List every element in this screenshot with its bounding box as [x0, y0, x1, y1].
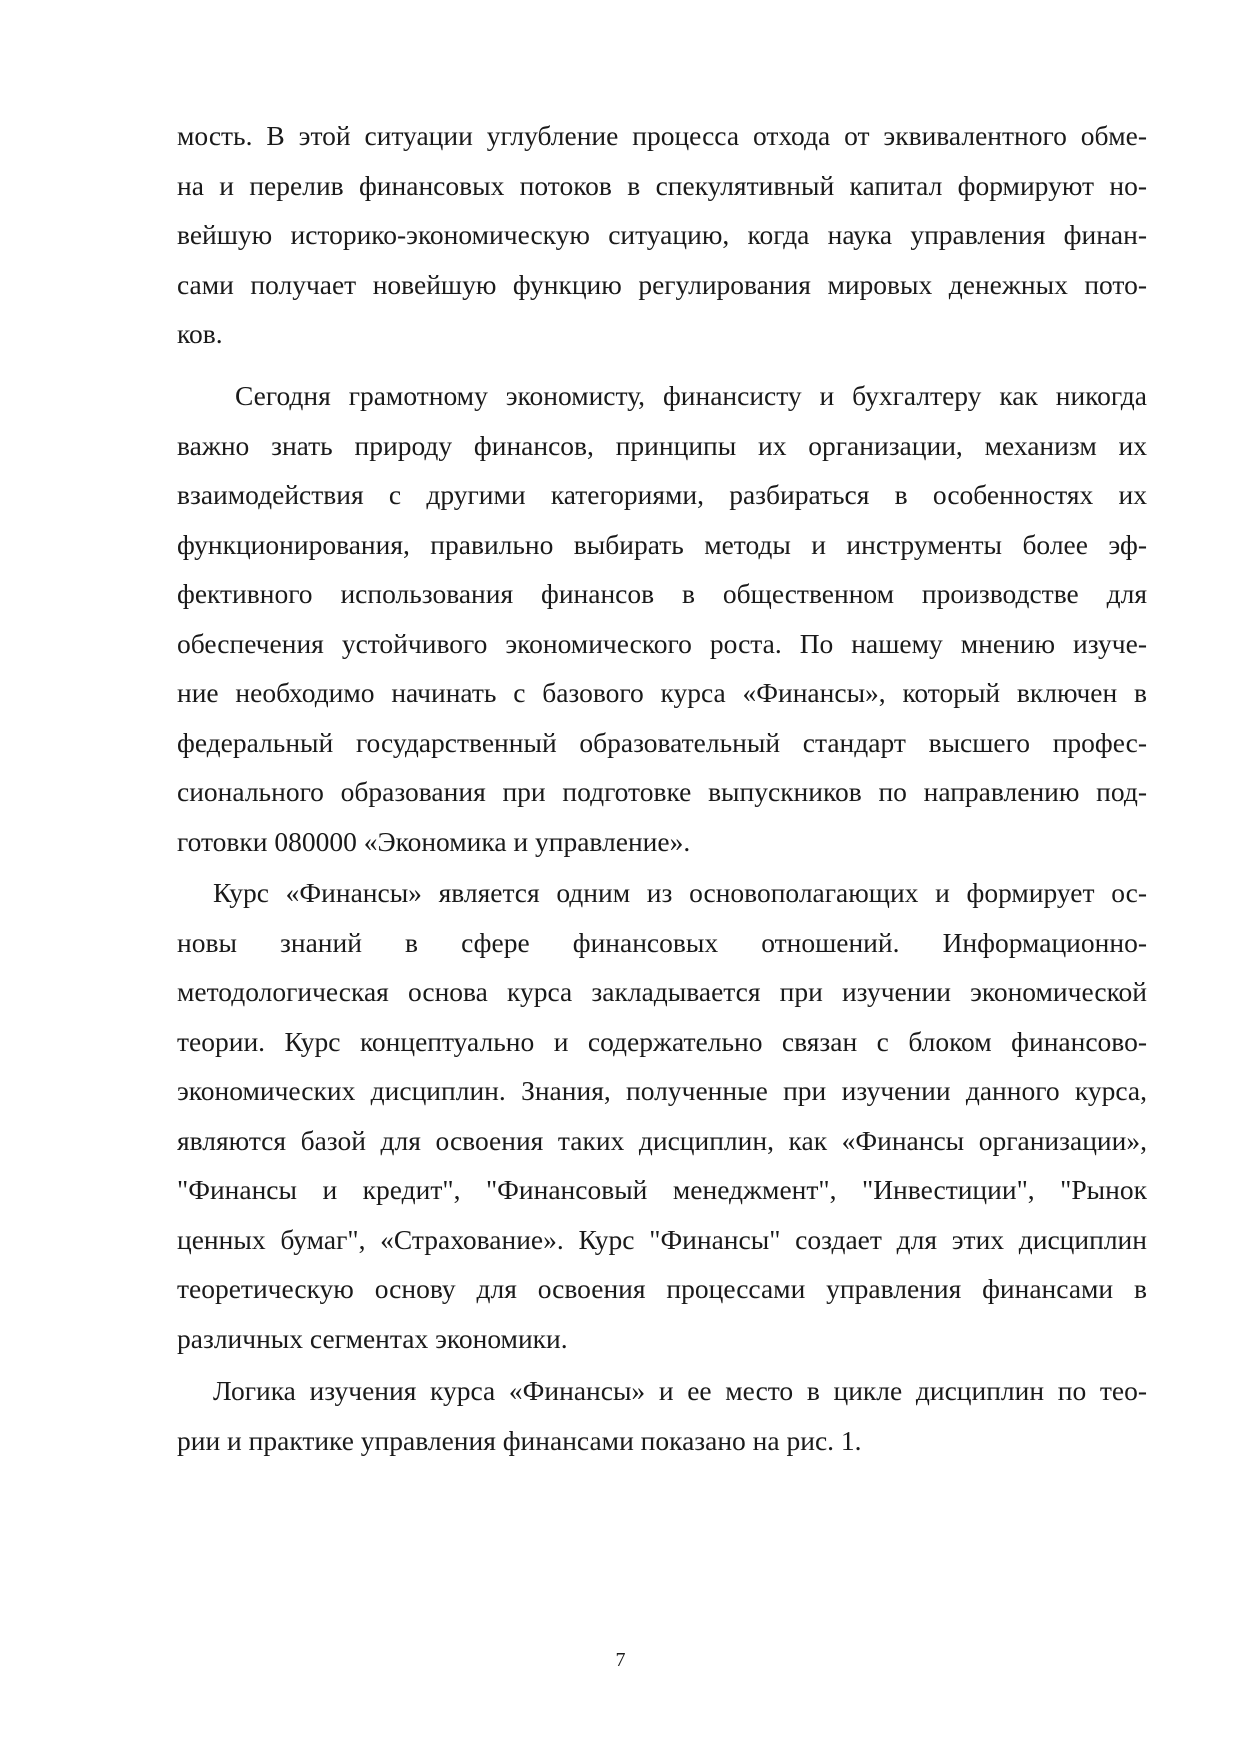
text-line: ков. [177, 318, 223, 349]
text-line: являются базой для освоения таких дисциплин, как «Финансы организации», [177, 1124, 1147, 1156]
paragraph-1 [177, 111, 1147, 359]
text-line: на и перелив финансовых потоков в спекулятивный капитал формируют но- [177, 169, 1147, 201]
text-line: теоретическую основу для освоения процессами управления финансами в [177, 1273, 1147, 1304]
text-line: экономических дисциплин. Знания, полученные при изучении данного курса, [177, 1075, 1147, 1106]
text-line: функционирования, правильно выбирать методы и инструменты более эф- [177, 528, 1147, 560]
text-line: различных сегментах экономики. [177, 1322, 568, 1354]
text-line: ценных бумаг", «Страхование». Курс "Финансы" создает для этих дисциплин [177, 1223, 1147, 1255]
text-line: важно знать природу финансов, принципы их организации, механизм их [177, 429, 1147, 461]
text-line: Курс «Финансы» является одним из основополагающих и формирует ос- [213, 877, 1147, 908]
text-line: новы знаний в сфере финансовых отношений. Информационно- [177, 926, 1147, 958]
text-line: взаимодействия с другими категориями, разбираться в особенностях их [177, 479, 1147, 510]
text-line: сионального образования при подготовке выпускников по направлению под- [177, 776, 1147, 807]
text-line: мость. В этой ситуации углубление процесса отхода от эквивалентного обме- [177, 120, 1147, 151]
text-line: Сегодня грамотному экономисту, финансисту и бухгалтеру как никогда [235, 380, 1147, 411]
text-line: ние необходимо начинать с базового курса «Финансы», который включен в [177, 677, 1147, 708]
text-line: теории. Курс концептуально и содержательно связан с блоком финансово- [177, 1025, 1147, 1057]
paragraph-3 [177, 868, 1147, 1363]
text-line: методологическая основа курса закладывается при изучении экономической [177, 976, 1147, 1007]
text-line: вейшую историко-экономическую ситуацию, когда наука управления финан- [177, 219, 1147, 250]
text-line: готовки 080000 «Экономика и управление». [177, 825, 691, 857]
text-line: Логика изучения курса «Финансы» и ее место в цикле дисциплин по тео- [213, 1375, 1147, 1406]
text-line: федеральный государственный образовательный стандарт высшего профес- [177, 726, 1147, 758]
text-line: обеспечения устойчивого экономического роста. По нашему мнению изуче- [177, 627, 1147, 659]
paragraph-2 [177, 371, 1147, 866]
text-line: фективного использования финансов в общественном производстве для [177, 578, 1147, 609]
text-line: "Финансы и кредит", "Финансовый менеджмент", "Инвестиции", "Рынок [177, 1174, 1147, 1205]
page-number: 7 [615, 1649, 626, 1671]
text-line: сами получает новейшую функцию регулирования мировых денежных пото- [177, 268, 1147, 300]
text-line: рии и практике управления финансами показано на рис. 1. [177, 1424, 862, 1456]
paragraph-4 [177, 1366, 1147, 1465]
